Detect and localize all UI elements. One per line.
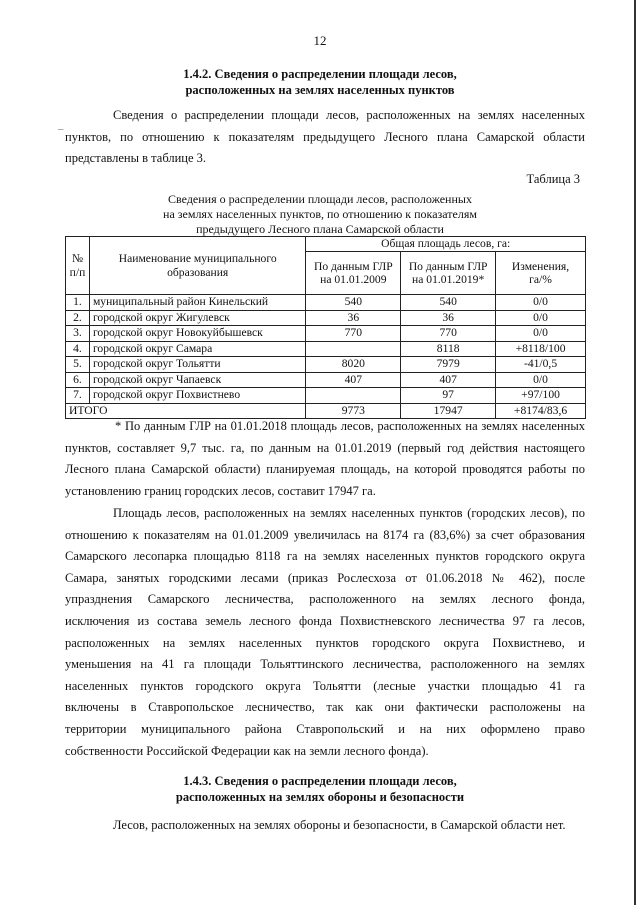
- section-143-line: Лесов, расположенных на землях обороны и безопасности, в Самарской области нет.: [113, 818, 566, 832]
- header-glr2019: По данным ГЛР на 01.01.2019*: [401, 252, 496, 295]
- table-row: [66, 388, 586, 404]
- scan-mark: –: [58, 123, 64, 135]
- cell-change: 0/0: [496, 295, 586, 311]
- intro-line: представлены в таблице 3.: [65, 151, 207, 166]
- cell-num: 6.: [66, 372, 90, 388]
- section-142-title-line2: расположенных на землях населенных пунктов: [185, 83, 455, 97]
- cell-name: муниципальный район Кинельский: [89, 295, 305, 311]
- paragraph-line: собственности Российской Федерации как на земли лесного фонда).: [65, 743, 429, 758]
- footnote-line: пунктов, составляет 9,7 тыс. га, по данным на 01.01.2019 (первый год действия настоящего: [65, 440, 585, 455]
- intro-paragraph: [65, 105, 585, 170]
- paragraph-line: территории муниципального района Ставропольский и на них оформлено право: [65, 721, 585, 736]
- page-number: 12: [313, 33, 327, 48]
- cell-glr2019: 36: [401, 310, 496, 326]
- intro-line: Сведения о распределении площади лесов, расположенных на землях населенных: [113, 108, 585, 122]
- header-glr2009: По данным ГЛР на 01.01.2009: [306, 252, 401, 295]
- table-row: [66, 372, 586, 388]
- table-row: [66, 341, 586, 357]
- cell-glr2019: 770: [401, 326, 496, 342]
- footnote-line: установлению границ городских лесов, составит 17947 га.: [65, 483, 376, 498]
- cell-num: 1.: [66, 295, 90, 311]
- cell-change: 0/0: [496, 326, 586, 342]
- header-num: № п/п: [66, 237, 90, 295]
- table-row: [66, 326, 586, 342]
- section-143-title-line2: расположенных на землях обороны и безопасности: [175, 790, 465, 804]
- cell-glr2009: 540: [306, 295, 401, 311]
- cell-glr2019: 7979: [401, 357, 496, 373]
- header-group: Общая площадь лесов, га:: [306, 237, 586, 252]
- total-label: ИТОГО: [66, 403, 306, 419]
- cell-name: городской округ Похвистнево: [89, 388, 305, 404]
- table-row: [66, 310, 586, 326]
- cell-glr2019: 8118: [401, 341, 496, 357]
- cell-glr2009: [306, 388, 401, 404]
- cell-name: городской округ Самара: [89, 341, 305, 357]
- paragraph-line: Самара, занятых городскими лесами (приказ Рослесхоза от 01.06.2018 № 462), после: [65, 570, 585, 585]
- intro-line: пунктов, по отношению к показателям предыдущего Лесного плана Самарской области: [65, 129, 585, 144]
- total-glr2019: 17947: [401, 403, 496, 419]
- cell-glr2019: 97: [401, 388, 496, 404]
- cell-num: 2.: [66, 310, 90, 326]
- cell-glr2019: 407: [401, 372, 496, 388]
- forest-distribution-table: [65, 236, 586, 419]
- cell-change: 0/0: [496, 310, 586, 326]
- paragraph-line: отношению к показателям на 01.01.2009 увеличилась на 8174 га (83,6%) за счет образования: [65, 527, 585, 542]
- cell-name: городской округ Новокуйбышевск: [89, 326, 305, 342]
- cell-change: 0/0: [496, 372, 586, 388]
- table-label: Таблица 3: [526, 172, 580, 186]
- table-row: [66, 357, 586, 373]
- cell-num: 3.: [66, 326, 90, 342]
- paragraph-line: упразднения Самарского лесничества, расположенного на землях лесного фонда,: [65, 592, 585, 607]
- cell-glr2009: [306, 341, 401, 357]
- table-caption: [0, 192, 640, 237]
- paragraph-2: [65, 503, 585, 762]
- cell-name: городской округ Тольятти: [89, 357, 305, 373]
- cell-glr2009: 770: [306, 326, 401, 342]
- section-143-text: [65, 815, 585, 837]
- cell-num: 4.: [66, 341, 90, 357]
- total-glr2009: 9773: [306, 403, 401, 419]
- paragraph-line: Площадь лесов, расположенных на землях населенных пунктов (городских лесов), по: [113, 506, 585, 520]
- cell-num: 5.: [66, 357, 90, 373]
- footnote: [65, 416, 585, 502]
- paragraph-line: Самарского лесопарка площадью 8118 га на землях населенных пунктов городского округа: [65, 549, 585, 564]
- table-caption-line3: предыдущего Лесного плана Самарской области: [196, 222, 444, 236]
- cell-num: 7.: [66, 388, 90, 404]
- cell-glr2009: 407: [306, 372, 401, 388]
- paragraph-line: исключения из состава земель лесного фонда Похвистневского лесничества 97 га лесов,: [65, 613, 585, 628]
- section-143-title-line1: 1.4.3. Сведения о распределении площади лесов,: [183, 774, 457, 788]
- section-142-title-line1: 1.4.2. Сведения о распределении площади лесов,: [183, 67, 457, 81]
- paragraph-line: расположенных на землях населенных пунктов городского округа Похвистнево, и: [65, 635, 585, 650]
- table-caption-line1: Сведения о распределении площади лесов, расположенных: [168, 192, 472, 206]
- paragraph-line: уменьшения на 41 га площади Тольяттинского лесничества, расположенного на землях: [65, 657, 585, 672]
- cell-change: +8118/100: [496, 341, 586, 357]
- section-142-title: [0, 66, 640, 98]
- cell-name: городской округ Жигулевск: [89, 310, 305, 326]
- section-143-title: [0, 773, 640, 805]
- footnote-line: Лесного плана Самарской области) планируемая площадь, на которой проводятся работы по: [65, 462, 585, 477]
- cell-change: +97/100: [496, 388, 586, 404]
- cell-glr2009: 8020: [306, 357, 401, 373]
- header-change: Изменения, га/%: [496, 252, 586, 295]
- total-change: +8174/83,6: [496, 403, 586, 419]
- cell-glr2009: 36: [306, 310, 401, 326]
- table-header-row: [66, 237, 586, 252]
- paragraph-line: включены в Ставропольское лесничество, так как они фактически расположены на: [65, 700, 585, 715]
- header-name: Наименование муниципального образования: [89, 237, 305, 295]
- cell-name: городской округ Чапаевск: [89, 372, 305, 388]
- table-row: [66, 295, 586, 311]
- table-caption-line2: на землях населенных пунктов, по отношению к показателям: [163, 207, 477, 221]
- paragraph-line: населенных пунктов городского округа Тольятти (лесные участки площадью 41 га: [65, 678, 585, 693]
- cell-glr2019: 540: [401, 295, 496, 311]
- cell-change: -41/0,5: [496, 357, 586, 373]
- scan-edge-line: [634, 0, 636, 905]
- footnote-line: * По данным ГЛР на 01.01.2018 площадь лесов, расположенных на землях населенных: [115, 419, 585, 433]
